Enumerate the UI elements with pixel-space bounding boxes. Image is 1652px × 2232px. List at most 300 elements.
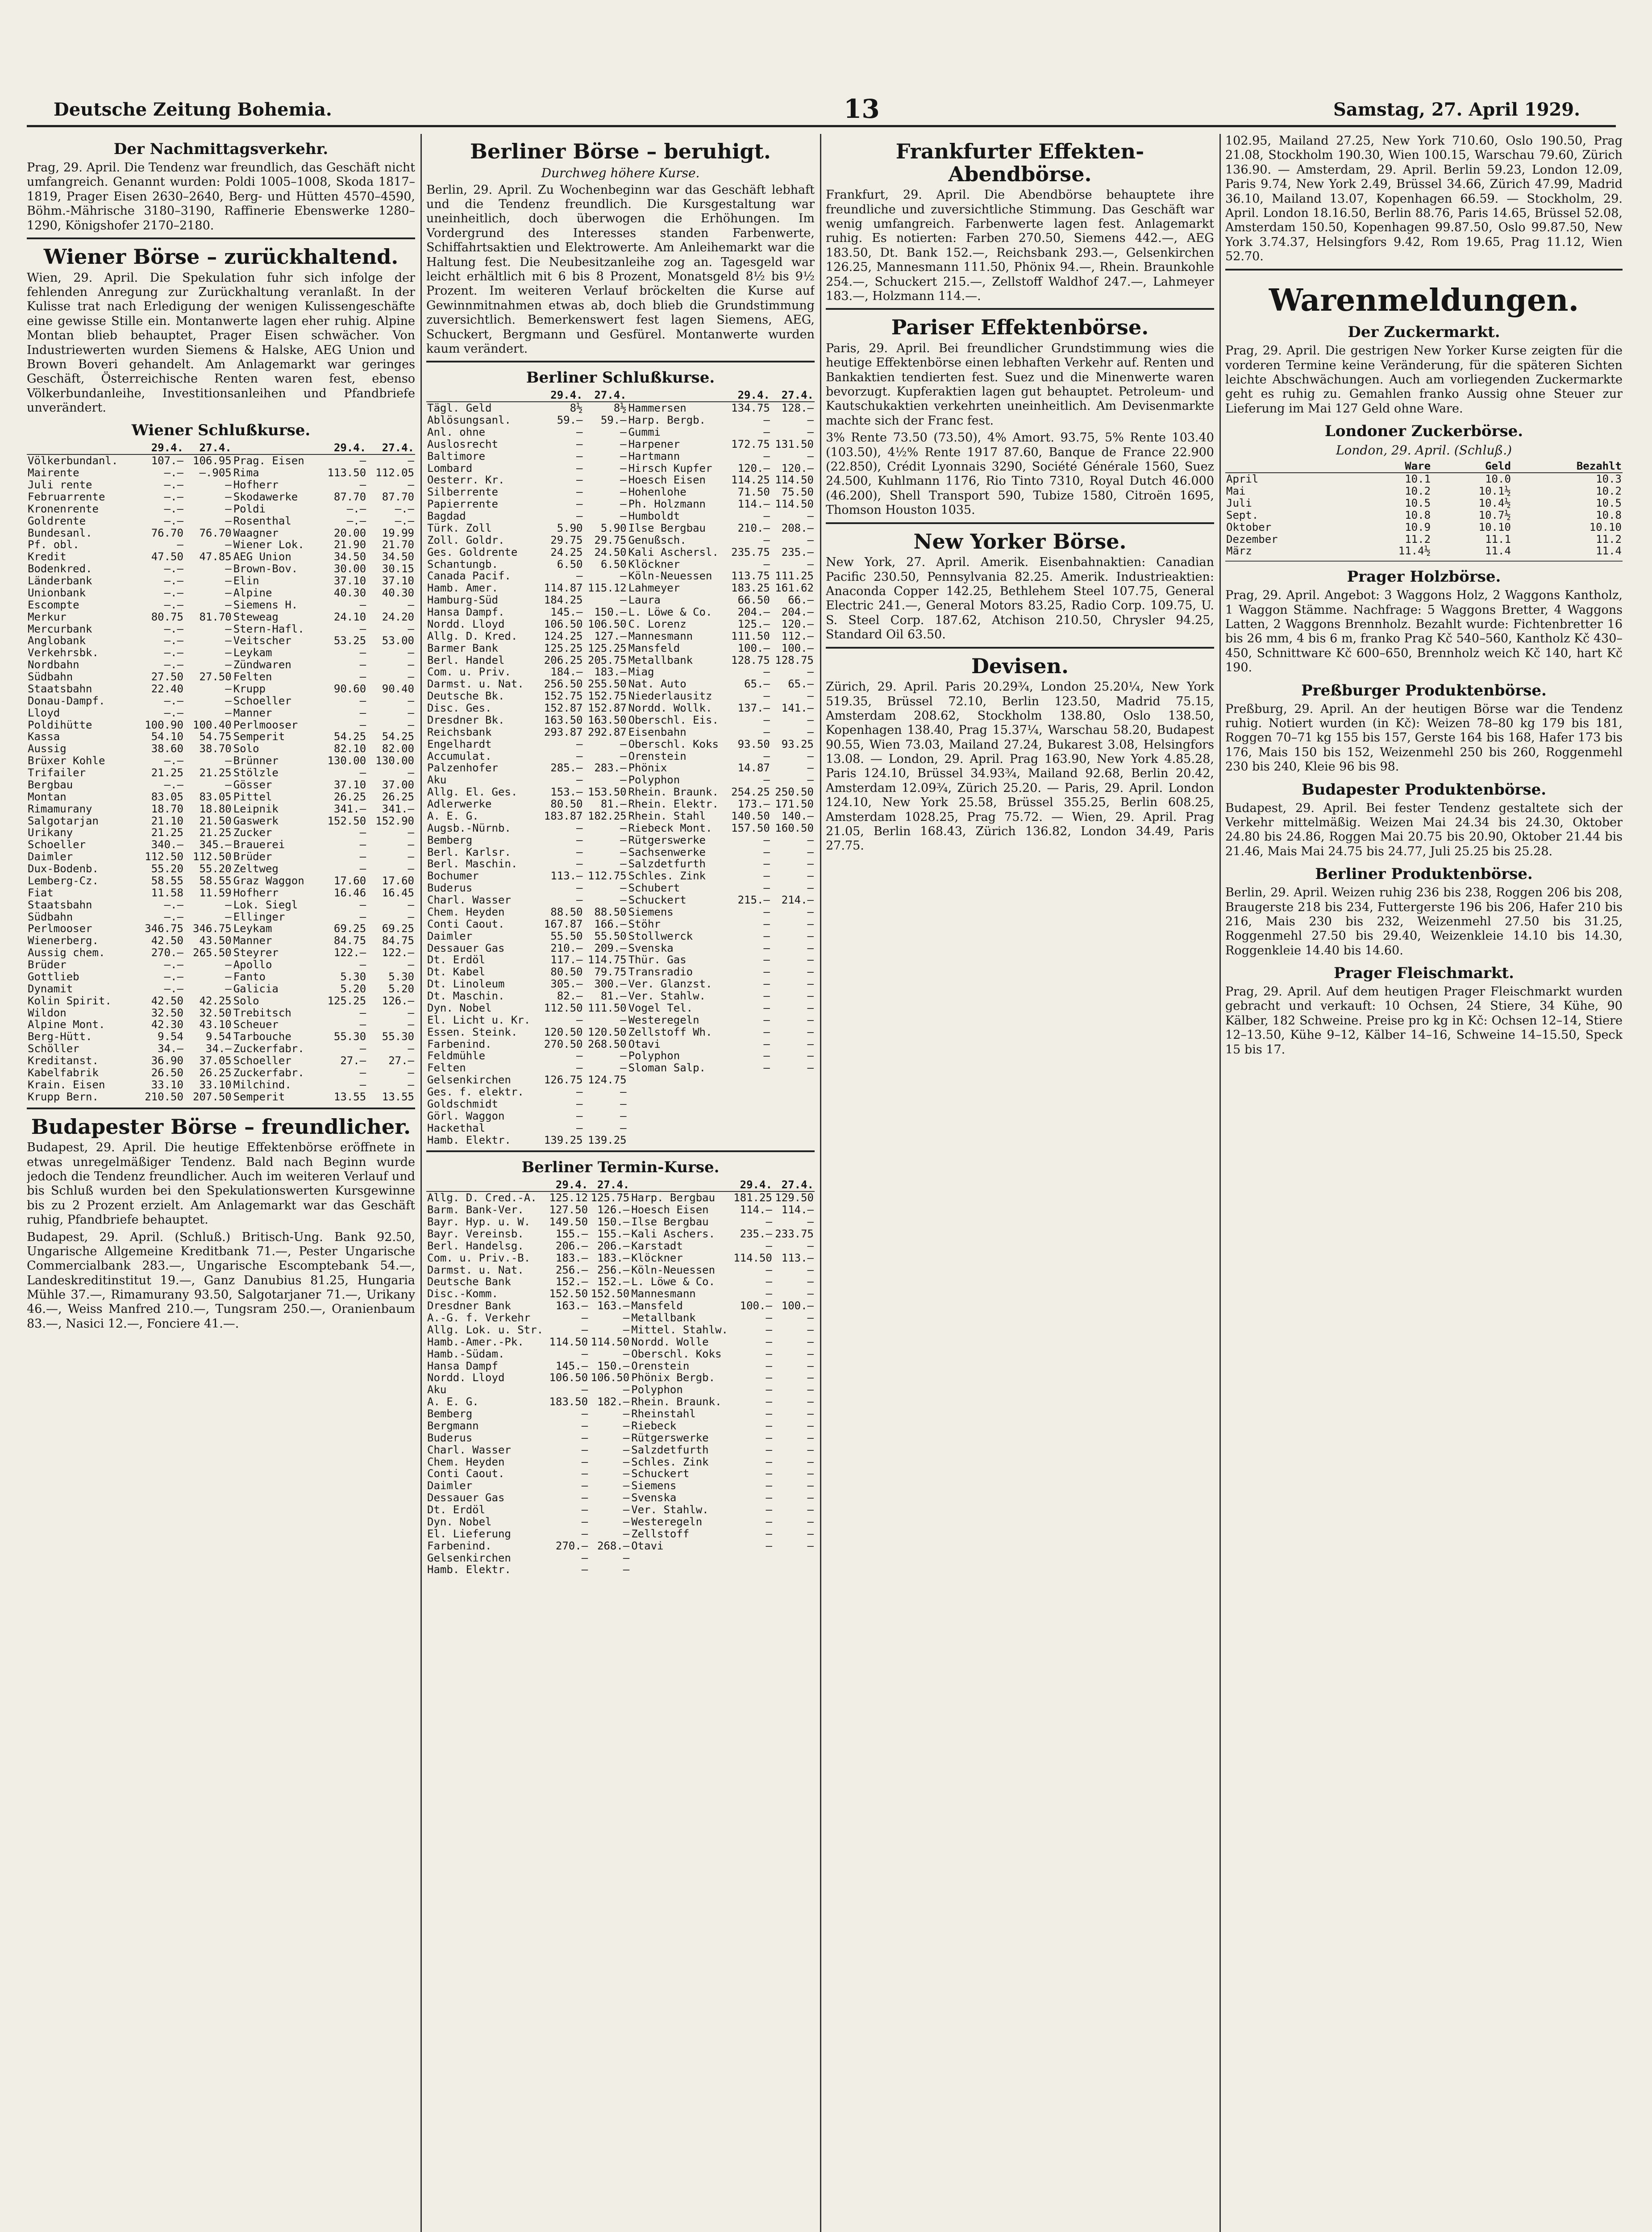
table-cell: — <box>807 1516 814 1528</box>
table-row <box>1225 521 1623 533</box>
table-cell: —.— <box>164 983 183 995</box>
table-cell: 256.— <box>555 1264 588 1276</box>
table-cell: Stern-Hafl. <box>233 623 304 635</box>
table-cell: —.— <box>164 970 183 983</box>
table-cell: — <box>359 659 366 671</box>
table-cell: 21.25 <box>151 827 183 839</box>
table-cell: Conti Caout. <box>427 918 505 930</box>
table-header-cell: Bezahlt <box>1512 460 1623 473</box>
table-cell: Goldschmidt <box>427 1098 498 1110</box>
table-cell: 111.50 <box>731 630 770 642</box>
table-cell: 13.55 <box>382 1091 414 1103</box>
table-cell: Aussig chem. <box>28 947 105 959</box>
table-cell <box>771 1134 815 1146</box>
table-cell: Aussig <box>28 743 67 755</box>
table-cell: — <box>807 666 814 679</box>
table-cell: Transradio <box>628 966 693 979</box>
table-cell: 65.— <box>744 678 770 691</box>
table-cell: Solo <box>233 995 259 1007</box>
table-cell: 305.— <box>550 978 583 991</box>
table-cell: 235.— <box>740 1228 772 1240</box>
table-cell: 300.— <box>594 978 627 991</box>
table-cell: Schoeller <box>233 1055 291 1067</box>
table-row <box>426 1540 815 1552</box>
table-row <box>27 611 415 623</box>
table-cell: — <box>807 1456 814 1468</box>
table-cell: 38.70 <box>199 743 232 755</box>
table-cell: 183.— <box>597 1252 630 1264</box>
table-cell: — <box>408 1066 414 1079</box>
table-cell: — <box>408 659 414 671</box>
table-cell: Krain. Eisen <box>28 1079 105 1091</box>
table-row <box>27 803 415 815</box>
table-cell: — <box>359 839 366 851</box>
table-cell: 256.— <box>597 1264 630 1276</box>
table-cell: — <box>807 918 814 930</box>
table-cell: Com. u. Priv. <box>427 666 511 679</box>
table-row <box>426 642 815 654</box>
table-cell: — <box>763 930 770 942</box>
table-cell: 11.4½ <box>1398 545 1431 558</box>
table-cell: Nat. Auto <box>628 678 687 691</box>
table-cell: — <box>576 750 583 762</box>
table-cell: — <box>807 1468 814 1480</box>
table-cell: 37.10 <box>333 779 366 791</box>
table-cell: — <box>807 1240 814 1252</box>
table-cell: — <box>766 1348 772 1360</box>
table-row <box>27 755 415 767</box>
table-cell: 149.50 <box>549 1216 588 1228</box>
table-cell: 114.25 <box>731 474 770 487</box>
table-row <box>426 1492 815 1504</box>
table-cell: 184.25 <box>544 594 583 607</box>
table-row <box>27 659 415 671</box>
table-cell: Rütgerswerke <box>628 834 706 846</box>
table-row <box>426 882 815 894</box>
table-cell: 145.— <box>550 606 583 618</box>
table-cell: Oesterr. Kr. <box>427 474 505 487</box>
table-cell: Berl. Maschin. <box>427 858 518 870</box>
budapest-produce-text: Budapest, 29. April. Bei fester Tendenz gestaltete sich der Verkehr mittelmäßig. Weizen Mai 24.34 bis 24.30, Oktober 24.80 bis 24.86, Roggen Mai 20.75 bis 20.90, Oktober 21.44 bis 21.46, Mais Mai 24.75 bis 24.77, Juli 25.25 bis 25.28. <box>1225 801 1623 858</box>
table-cell: Veitscher <box>233 635 291 647</box>
table-cell: Hamb.-Südam. <box>427 1348 505 1360</box>
table-cell: 5.90 <box>600 522 627 534</box>
table-cell: 167.87 <box>544 918 583 930</box>
table-cell: Ph. Holzmann <box>628 498 706 511</box>
table-cell: Nordd. Wollk. <box>628 702 712 714</box>
table-cell <box>628 1110 727 1122</box>
table-cell: Ablösungsanl. <box>427 414 511 426</box>
table-row <box>27 1019 415 1031</box>
table-cell: — <box>766 1516 772 1528</box>
table-cell: — <box>763 1038 770 1050</box>
table-cell: — <box>763 726 770 738</box>
table-cell: — <box>408 671 414 683</box>
table-cell: 33.10 <box>151 1079 183 1091</box>
table-cell: Ver. Glanzst. <box>628 978 712 991</box>
table-cell: Kabelfabrik <box>28 1066 99 1079</box>
table-cell: 5.30 <box>340 970 366 983</box>
table-cell: 152.87 <box>587 702 627 714</box>
berlin-produce-text: Berlin, 29. April. Weizen ruhig 236 bis 238, Roggen 206 bis 208, Braugerste 218 bis 234, Futtergerste 196 bis 206, Hafer 210 bis 216, Mais 230 bis 232, Weizenmehl 27.50 bis 31.25, Roggenmehl 27.50 bis 29.40, Weizenkleie 14.10 bis 14.30, Roggenkleie 14.40 bis 14.60. <box>1225 886 1623 958</box>
table-cell: 204.— <box>737 606 770 618</box>
table-cell: 6.50 <box>600 558 627 570</box>
table-cell: 265.50 <box>193 947 232 959</box>
table-row <box>27 454 415 467</box>
table-cell: — <box>807 774 814 787</box>
table-cell: Zucker <box>233 827 272 839</box>
table-cell: Orenstein <box>631 1360 690 1372</box>
table-cell: 26.25 <box>382 791 414 803</box>
table-cell: 79.75 <box>594 966 627 979</box>
table-cell <box>628 1098 727 1110</box>
table-row <box>27 923 415 935</box>
table-cell: Merkur <box>28 611 67 623</box>
table-cell: Alpine Mont. <box>28 1019 105 1031</box>
table-cell: 42.50 <box>151 935 183 947</box>
table-cell: 345.— <box>199 839 232 851</box>
table-cell: — <box>807 726 814 738</box>
table-cell: — <box>576 1110 583 1122</box>
table-cell: Wiener Lok. <box>233 539 304 551</box>
table-cell: — <box>576 834 583 846</box>
table-cell: — <box>807 1002 814 1014</box>
table-cell: 114.— <box>740 1204 772 1216</box>
table-cell: — <box>807 978 814 991</box>
table-cell: — <box>766 1420 772 1432</box>
table-cell: —.— <box>164 515 183 527</box>
table-header-cell: 29.4. <box>319 442 367 454</box>
table-cell: — <box>225 515 232 527</box>
table-cell: Bagdad <box>427 510 466 522</box>
table-row <box>426 1240 815 1252</box>
table-cell: —.— <box>164 623 183 635</box>
table-cell: Brüder <box>233 851 272 863</box>
table-row <box>426 714 815 726</box>
table-cell: 127.— <box>594 630 627 642</box>
table-row <box>426 486 815 498</box>
table-row <box>426 1552 815 1564</box>
table-cell: Staatsbahn <box>28 899 92 911</box>
prague-wood-title: Prager Holzbörse. <box>1347 568 1501 586</box>
table-cell: — <box>623 1444 630 1456</box>
table-cell: 106.50 <box>549 1372 588 1384</box>
table-cell: — <box>763 426 770 438</box>
table-cell: 55.30 <box>333 1031 366 1043</box>
table-cell: Bergbau <box>28 779 73 791</box>
table-cell: — <box>807 750 814 762</box>
table-row <box>426 402 815 414</box>
table-cell <box>727 1074 771 1086</box>
table-row <box>426 1480 815 1492</box>
table-row <box>426 678 815 690</box>
table-cell: — <box>623 1324 630 1336</box>
table-cell: 55.50 <box>594 930 627 942</box>
table-cell: — <box>177 539 183 551</box>
table-cell: — <box>763 414 770 426</box>
budapest-exchange-title: Budapester Börse – freundlicher. <box>31 1114 411 1139</box>
table-cell: — <box>807 834 814 846</box>
table-row <box>426 426 815 438</box>
table-row <box>426 1420 815 1432</box>
table-cell: Feldmühle <box>427 1050 486 1062</box>
table-cell: — <box>766 1408 772 1420</box>
table-cell: — <box>408 1043 414 1055</box>
table-cell: 152.50 <box>327 815 366 827</box>
table-cell: 90.60 <box>333 683 366 695</box>
table-cell: März <box>1226 545 1252 558</box>
table-cell: Dyn. Nobel <box>427 1516 492 1528</box>
table-cell: — <box>225 659 232 671</box>
table-row <box>27 911 415 923</box>
table-row <box>27 467 415 479</box>
table-cell: Anl. ohne <box>427 426 486 438</box>
table-cell: — <box>763 990 770 1002</box>
table-row <box>27 959 415 971</box>
table-cell: — <box>763 774 770 787</box>
table-cell: — <box>408 911 414 923</box>
paris-title: Pariser Effektenbörse. <box>891 315 1149 340</box>
table-cell: Hammersen <box>628 402 687 415</box>
paris-quotes: 3% Rente 73.50 (73.50), 4% Amort. 93.75, 5% Rente 103.40 (103.50), 4½% Rente 1917 87.60, Banque de France 22.900 (22.850), Crédit Lyonnais 3290, Société Générale 1560, Suez 24.500, Kuhlmann 1176, Rio Tinto 7310, Royal Dutch 46.000 (46.200), Shell Transport 590, Tubize 1580, Citroën 1695, Thomson Houston 1035. <box>826 431 1214 517</box>
table-row <box>426 1134 815 1146</box>
table-cell: — <box>620 570 627 583</box>
table-cell: — <box>581 1564 588 1576</box>
table-cell: — <box>807 1026 814 1038</box>
table-cell: 206.25 <box>544 654 583 666</box>
table-row <box>426 990 815 1002</box>
table-cell: Dux-Bodenb. <box>28 863 99 875</box>
table-cell: 87.70 <box>333 491 366 503</box>
table-cell: — <box>225 539 232 551</box>
table-cell: — <box>807 870 814 883</box>
table-cell: 270.— <box>555 1540 588 1552</box>
table-cell: Türk. Zoll <box>427 522 492 534</box>
table-cell: 19.99 <box>382 527 414 539</box>
table-cell: Essen. Steink. <box>427 1026 518 1038</box>
table-cell: Orenstein <box>628 750 687 762</box>
table-cell: — <box>225 899 232 911</box>
table-cell: — <box>576 1062 583 1074</box>
table-cell: — <box>807 1504 814 1516</box>
table-cell: 171.50 <box>775 798 814 810</box>
table-cell: 11.2 <box>1596 533 1622 546</box>
table-cell: Urikany <box>28 827 73 839</box>
table-cell: Harpener <box>628 438 680 450</box>
table-cell: 114.75 <box>587 954 627 966</box>
london-sugar-subtitle: London, 29. April. (Schluß.) <box>1336 443 1512 458</box>
table-cell: — <box>766 1384 772 1396</box>
table-cell: Charl. Wasser <box>427 1444 511 1456</box>
table-cell: Hamb.-Amer.-Pk. <box>427 1336 524 1348</box>
table-cell: — <box>620 438 627 450</box>
table-cell: Poldihütte <box>28 719 92 731</box>
table-cell: 122.— <box>382 947 414 959</box>
table-row <box>27 1079 415 1091</box>
table-cell: — <box>581 1552 588 1564</box>
table-cell: — <box>620 894 627 906</box>
table-cell: — <box>408 479 414 491</box>
table-header-cell <box>1225 460 1351 473</box>
table-cell: 88.50 <box>550 906 583 918</box>
table-cell: Humboldt <box>628 510 680 522</box>
table-cell: 18.70 <box>151 803 183 815</box>
table-row <box>426 1026 815 1038</box>
table-cell: 111.25 <box>775 570 814 583</box>
table-cell: — <box>408 599 414 611</box>
table-row <box>426 894 815 906</box>
berlin-closing-title: Berliner Schlußkurse. <box>526 369 715 387</box>
table-cell: Zeltweg <box>233 863 279 875</box>
budapest-produce-title: Budapester Produktenbörse. <box>1301 780 1547 799</box>
table-cell: — <box>225 563 232 575</box>
table-cell: 341.— <box>382 803 414 815</box>
table-cell: — <box>620 510 627 522</box>
table-cell <box>771 1098 815 1110</box>
table-cell: 43.10 <box>199 1019 232 1031</box>
table-row <box>426 690 815 702</box>
table-cell: 21.25 <box>199 767 232 779</box>
table-cell: 37.05 <box>199 1055 232 1067</box>
table-cell: 183.25 <box>731 582 770 595</box>
table-row <box>426 822 815 834</box>
table-cell: Rima <box>233 467 259 479</box>
table-cell: —.— <box>164 755 183 767</box>
table-cell: C. Lorenz <box>628 618 687 630</box>
table-header-cell: 29.4. <box>136 442 184 454</box>
table-row <box>426 498 815 510</box>
table-cell: 42.50 <box>151 995 183 1007</box>
table-cell: — <box>766 1528 772 1540</box>
table-cell: — <box>581 1492 588 1504</box>
table-cell: — <box>620 462 627 475</box>
table-cell: Canada Pacif. <box>427 570 511 583</box>
table-cell: 10.2 <box>1596 485 1622 497</box>
table-cell: 16.46 <box>333 887 366 899</box>
table-cell: 26.25 <box>199 1066 232 1079</box>
table-row <box>27 887 415 899</box>
table-row <box>1225 497 1623 509</box>
table-cell: Deutsche Bk. <box>427 690 505 703</box>
table-cell: — <box>763 870 770 883</box>
table-cell: 139.25 <box>587 1134 627 1146</box>
table-cell: 81.— <box>600 798 627 810</box>
table-cell: Harp. Bergbau <box>631 1191 716 1204</box>
table-cell: — <box>763 846 770 858</box>
table-cell: 58.55 <box>151 874 183 887</box>
table-cell: Allg. Lok. u. Str. <box>427 1324 544 1336</box>
table-cell: — <box>620 1110 627 1122</box>
column-1 <box>27 134 415 2232</box>
table-cell: — <box>623 1504 630 1516</box>
table-cell: Rhein. Stahl <box>628 810 706 822</box>
table-cell: — <box>620 1086 627 1098</box>
table-cell: Mansfeld <box>631 1300 683 1312</box>
table-cell: — <box>763 666 770 679</box>
table-cell: Schöller <box>28 1043 79 1055</box>
table-row <box>27 839 415 851</box>
table-cell: 82.10 <box>333 743 366 755</box>
table-cell: 32.50 <box>151 1007 183 1019</box>
column-3 <box>826 134 1214 2232</box>
table-cell: 152.75 <box>587 690 627 703</box>
table-cell: 152.— <box>597 1276 630 1288</box>
table-cell: Dresdner Bk. <box>427 714 505 726</box>
table-cell <box>771 1074 815 1086</box>
table-row <box>426 618 815 630</box>
table-row <box>426 750 815 762</box>
table-cell: 81.— <box>600 990 627 1002</box>
table-cell: 47.50 <box>151 551 183 563</box>
pressburg-produce-title: Preßburger Produktenbörse. <box>1301 681 1547 700</box>
table-cell: — <box>620 774 627 787</box>
table-cell: — <box>225 479 232 491</box>
table-row <box>426 870 815 882</box>
table-row <box>27 995 415 1007</box>
table-cell: Ver. Stahlw. <box>631 1504 709 1516</box>
table-cell: — <box>807 426 814 438</box>
table-cell: Daimler <box>28 851 73 863</box>
table-cell: — <box>807 1396 814 1408</box>
table-cell: — <box>576 462 583 475</box>
table-cell: Eisenbahn <box>628 726 687 738</box>
table-cell: 341.— <box>333 803 366 815</box>
table-cell: 182.— <box>597 1396 630 1408</box>
table-row <box>426 582 815 594</box>
table-cell: Brown-Bov. <box>233 563 298 575</box>
table-cell: Disc. Ges. <box>427 702 492 714</box>
table-cell: 125.12 <box>549 1191 588 1204</box>
table-cell: — <box>620 1098 627 1110</box>
table-cell: Hirsch Kupfer <box>628 462 712 475</box>
table-cell: 20.00 <box>333 527 366 539</box>
table-row <box>426 810 815 822</box>
table-row <box>27 719 415 731</box>
frankfurt-title: Frankfurter Effekten-Abendbörse. <box>895 139 1144 186</box>
table-cell: — <box>807 714 814 726</box>
table-cell: 235.— <box>781 546 814 558</box>
table-cell: Hofherr <box>233 887 279 899</box>
table-row <box>27 971 415 983</box>
table-row <box>426 1300 815 1312</box>
table-cell: — <box>576 738 583 750</box>
table-cell: — <box>623 1564 630 1576</box>
table-cell: — <box>807 1276 814 1288</box>
table-row <box>27 851 415 863</box>
table-cell: 183.87 <box>544 810 583 822</box>
table-cell: 152.50 <box>549 1288 588 1300</box>
table-cell: — <box>766 1468 772 1480</box>
table-cell: 125.25 <box>327 995 366 1007</box>
table-cell: — <box>225 707 232 719</box>
table-cell: Dessauer Gas <box>427 1492 505 1504</box>
table-cell: — <box>766 1276 772 1288</box>
table-row <box>27 899 415 911</box>
table-cell: Pittel <box>233 791 272 803</box>
table-row <box>426 558 815 570</box>
table-cell: — <box>766 1312 772 1324</box>
table-cell: Rhein. Braunk. <box>628 786 719 799</box>
table-cell: — <box>359 767 366 779</box>
table-cell: Kronenrente <box>28 503 99 515</box>
table-cell: 112.75 <box>587 870 627 883</box>
table-row <box>1225 509 1623 521</box>
table-header-cell: 27.4. <box>773 1179 815 1191</box>
table-header-cell <box>233 442 319 454</box>
table-cell: — <box>766 1396 772 1408</box>
table-cell: — <box>576 1122 583 1134</box>
table-cell: 106.95 <box>193 454 232 467</box>
